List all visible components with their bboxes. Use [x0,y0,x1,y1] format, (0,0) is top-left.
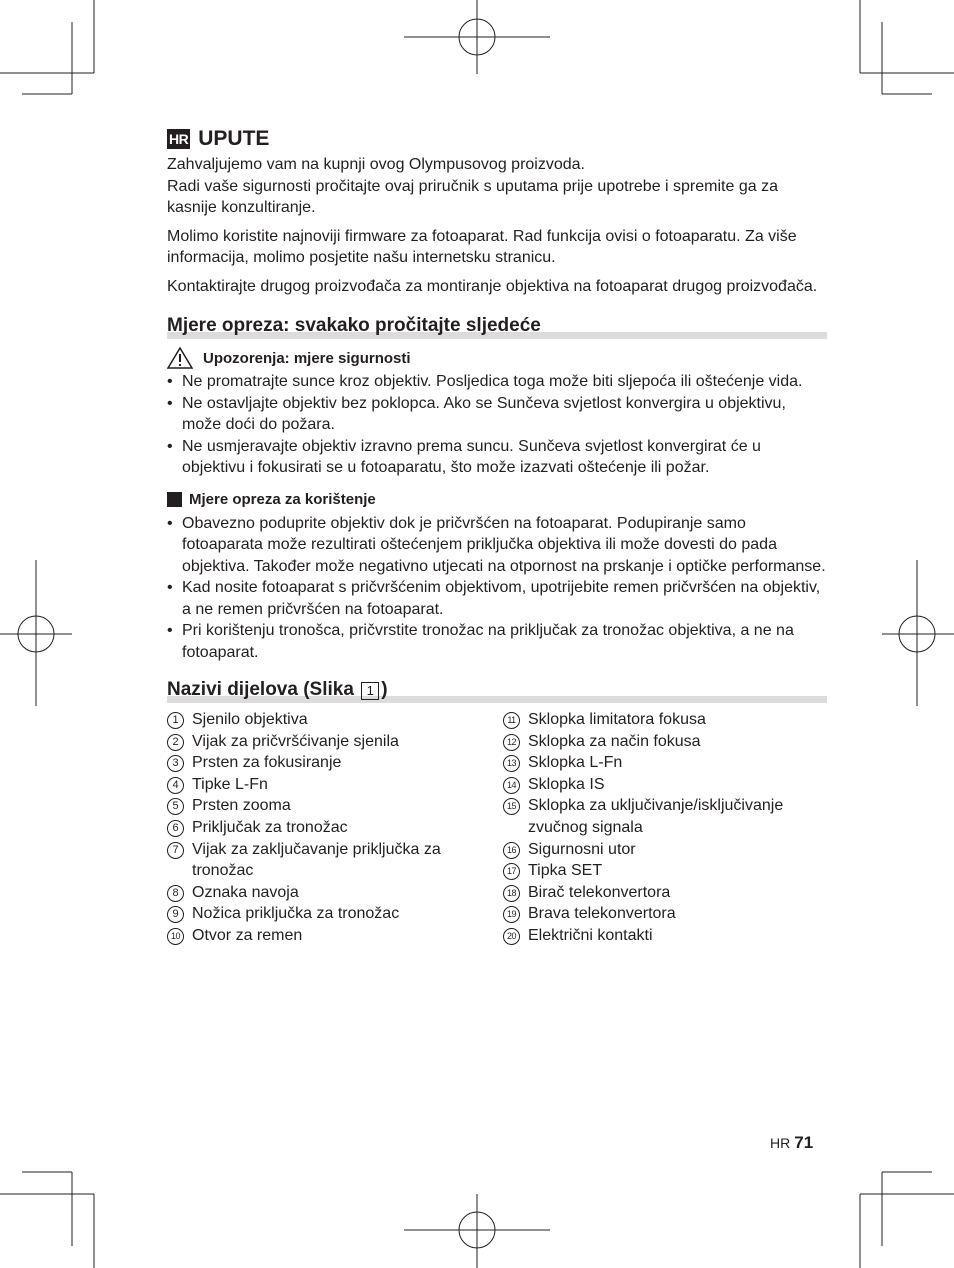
list-item: 14 Sklopka IS [503,774,827,796]
parts-column-right [503,709,827,947]
title-text: UPUTE [198,127,270,150]
list-item: 18 Birač telekonvertora [503,882,827,904]
list-item: 6 Priključak za tronožac [167,817,503,839]
list-item: 1 Sjenilo objektiva [167,709,503,731]
list-item: 5 Prsten zooma [167,795,503,817]
list-item: 2 Vijak za pričvršćivanje sjenila [167,731,503,753]
parts-heading-text: Nazivi dijelova (Slika 1 ) [167,679,388,700]
black-square-icon [167,492,182,507]
warning-subheading [167,347,827,369]
list-item: • Ne promatrajte sunce kroz objektiv. Posljedica toga može biti sljepoća ili oštećenje vida. [167,373,803,390]
list-item: 8 Oznaka navoja [167,882,503,904]
manual-page [167,124,827,947]
list-item: • Ne usmjeravajte objektiv izravno prema suncu. Sunčeva svjetlost konvergirat će u objektivu i fokusirati se u fotoaparatu, što može izazvati oštećenje ili požar. [167,437,761,476]
warning-list [167,371,827,479]
precautions-heading [167,313,827,339]
list-item: • Ne ostavljajte objektiv bez poklopca. Ako se Sunčeva svjetlost konvergira u objektivu, može doći do požara. [167,394,786,433]
list-item: 12 Sklopka za način fokusa [503,731,827,753]
list-item: 13 Sklopka L-Fn [503,752,827,774]
intro-paragraph-2: Molimo koristite najnoviji firmware za fotoaparat. Rad funkcija ovisi o fotoaparatu. Za više informacija, molimo posjetite našu internetsku stranicu. [167,227,797,266]
list-item: 20 Električni kontakti [503,925,827,947]
usage-list [167,513,827,664]
page-footer [770,1133,813,1153]
list-item: • Kad nosite fotoaparat s pričvršćenim objektivom, upotrijebite remen pričvršćen na objektiv, a ne remen pričvršćen na fotoaparat. [167,579,821,618]
figure-number-box: 1 [361,682,379,700]
list-item: 7 Vijak za zaključavanje priključka za tronožac [167,839,503,882]
usage-subheading-text: Mjere opreza za korištenje [189,491,376,508]
list-item: 19 Brava telekonvertora [503,903,827,925]
parts-list [167,709,827,947]
footer-language: HR [770,1135,791,1151]
intro-paragraph-3: Kontaktirajte drugog proizvođača za montiranje objektiva na fotoaparat drugog proizvođača. [167,277,818,295]
list-item: 9 Nožica priključka za tronožac [167,903,503,925]
list-item: 3 Prsten za fokusiranje [167,752,503,774]
language-badge: HR [169,131,189,147]
intro-paragraph-1: Zahvaljujemo vam na kupnji ovog Olympusovog proizvoda. Radi vaše sigurnosti pročitajte ovaj priručnik s uputama prije upotrebe i spremite ga za kasnije konzultiranje. [167,156,778,216]
warning-triangle-icon [167,347,193,369]
list-item: 4 Tipke L-Fn [167,774,503,796]
list-item: 16 Sigurnosni utor [503,839,827,861]
parts-heading [167,677,827,703]
list-item: 10 Otvor za remen [167,925,503,947]
intro-section [167,154,827,297]
list-item: 17 Tipka SET [503,860,827,882]
list-item: 15 Sklopka za uključivanje/isključivanje zvučnog signala [503,795,827,838]
list-item: 11 Sklopka limitatora fokusa [503,709,827,731]
warning-subheading-text: Upozorenja: mjere sigurnosti [203,349,411,367]
parts-column-left [167,709,503,947]
list-item: • Pri korištenju tronošca, pričvrstite tronožac na priključak za tronožac objektiva, a ne na fotoaparat. [167,622,794,661]
page-number: 71 [794,1133,814,1152]
page-title [167,124,827,154]
list-item: • Obavezno poduprite objektiv dok je pričvršćen na fotoaparat. Podupiranje samo fotoaparata može rezultirati oštećenjem priključka objektiva ili može dovesti do pada objektiva. Također može negativno utjecati na otpornost na prskanje i optičke performanse. [167,514,826,575]
usage-subheading [167,489,827,511]
precautions-heading-text: Mjere opreza: svakako pročitajte sljedeće [167,315,541,336]
